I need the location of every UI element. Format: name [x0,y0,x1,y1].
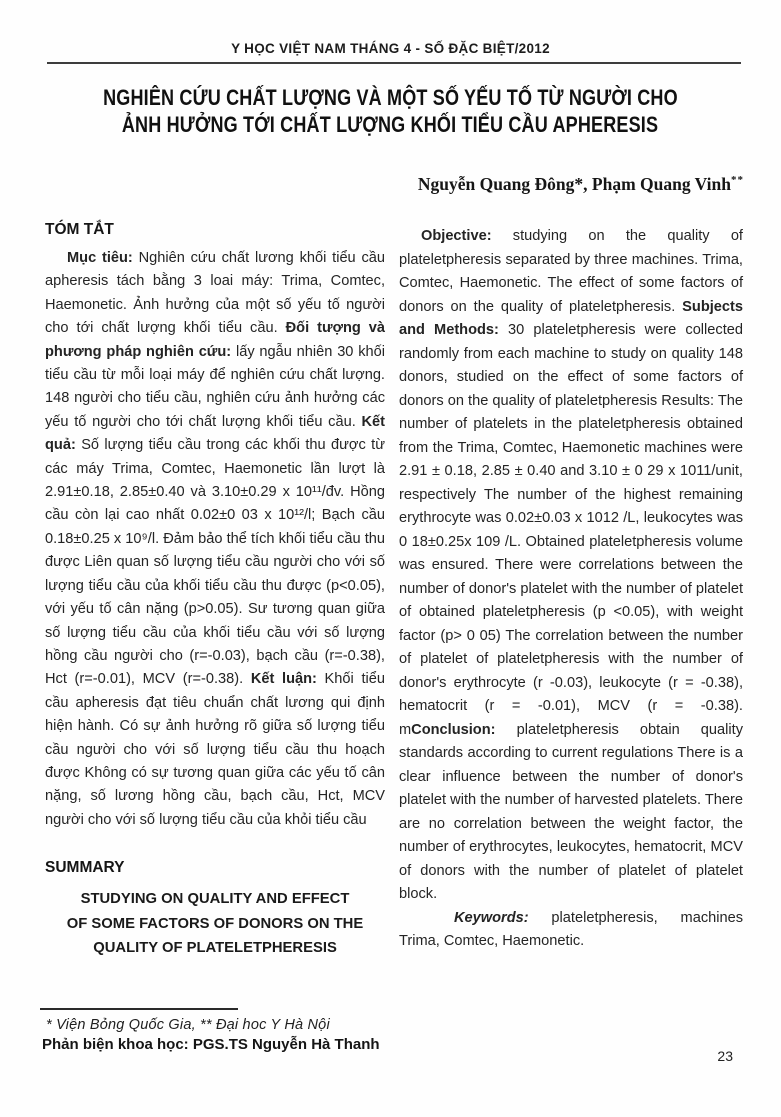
two-column-body [45,219,743,961]
authors-names: Nguyễn Quang Đông*, Phạm Quang Vinh [417,174,731,194]
summary-title-line-1: STUDYING ON QUALITY AND EFFECT [80,891,350,908]
footnote-affiliations: * Viện Bỏng Quốc Gia, ** Đại hoc Y Hà Nội [46,1017,330,1033]
journal-header: Y HỌC VIỆT NAM THÁNG 4 - SỐ ĐẶC BIỆT/2012 [231,41,550,56]
summary-title-line-2: OF SOME FACTORS OF DONORS ON THE [66,915,364,932]
footnote-reviewer: Phản biện khoa học: PGS.TS Nguyễn Hà Thanh [42,1036,380,1053]
summary-block [45,859,385,961]
abstract-vi-heading: TÓM TẮT [45,221,114,238]
page-number: 23 [717,1048,733,1064]
right-column [399,219,743,961]
abstract-en-paragraph: Objective: studying on the quality of plateletpheresis separated by three machines. Trima, Comtec, Haemonetic. The effect of some factors of donors on the quality of plateletpheresis. Subjects and Methods: 30 plateletpheresis were collected randomly from each machine to study on quality 148 donors, studied on the effect of some factors of donors on the quality of plateletpheresis Results: The number of platelets in the plateletpheresis obtained from the Trima, Comtec, Haemonetic machines were 2.91 ± 0.18, 2.85 ± 0.40 and 3.10 ± 0 29 x 1011/unit, respectively The number of the highest remaining erythrocyte was 0.02±0.03 x 1012 /L, leukocytes was 0 18±0.25x 109 /L. Obtained plateletpheresis volume was ensured. There were correlations between the number of donor's platelet with the number of platelet of obtained plateletpheresis (p <0.05), with weight factor (p> 0 05) The correlation between the number of platelet of plateletpheresis with the number of donor's erythrocyte (r -0.03), leukocyte (r = -0.38), hematocrit (r = -0.01), MCV (r = -0.38). mConclusion: plateletpheresis obtain quality standards according to current regulations There is a clear influence between the number of donor's platelet with the number of harvested platelets. There are no correlation between the weight factor, the number of erythrocytes, leukocytes, hematocrit, MCV of donors with the number of platelet of platelet block. [399,228,743,902]
summary-heading: SUMMARY [45,859,125,877]
summary-title-line-3: QUALITY OF PLATELETPHERESIS [93,940,337,957]
summary-title [45,887,385,961]
abstract-vi-paragraph: Mục tiêu: Nghiên cứu chất lương khối tiểu cầu apheresis tách bằng 3 loai máy: Trima, Comtec, Haemonetic. Ảnh hưởng của một số yếu tố người cho tới chất lượng khối tiểu cầu. Đối tượng và phương pháp nghiên cứu: lấy ngẫu nhiên 30 khối tiểu cầu từ mỗi loại máy để nghiên cứu chất lượng. 148 người cho tiểu cầu, nghiên cứu ảnh hưởng các yếu tố người cho tới chất lượng khối tiểu cầu. Kết quả: Số lượng tiểu cầu trong các khối thu được từ các máy Trima, Comtec, Haemonetic lần lượt là 2.91±0.18, 2.85±0.40 và 3.10±0.29 x 10¹¹/đv. Hồng cầu còn lại cao nhất 0.02±0 03 x 10¹²/l; Bạch cầu 0.18±0.25 x 10⁹/l. Đảm bảo thể tích khối tiểu cầu thu được Liên quan số lượng tiểu cầu người cho với số lượng tiểu cầu của khối tiểu cầu thu được (p<0.05), với yếu tố cân nặng (p>0.05). Sư tương quan giữa số lượng tiểu cầu của khối tiểu cầu với số lượng hồng cầu người cho (r=-0.03), bạch cầu (r=-0.38), Hct (r=-0.01), MCV (r=-0.38). Kết luận: Khối tiểu cầu apheresis đạt tiêu chuẩn chất lương qui định hiện hành. Có sự ảnh hưởng rõ giữa số lượng tiểu cầu người cho với số lượng tiểu cầu thu hoạch được Không có sự tương quan giữa các yếu tố cân nặng, số lương hồng cầu, bạch cầu, Hct, MCV người cho với số lượng tiểu cầu của khỏi tiểu cầu [45,250,385,828]
keywords-paragraph: Keywords: plateletpheresis, machines Trima, Comtec, Haemonetic. [399,909,743,949]
footnote-rule [40,1008,238,1010]
authors [418,174,744,195]
left-column [45,219,385,961]
article-title [0,84,781,138]
article-title-line-1: NGHIÊN CỨU CHẤT LƯỢNG VÀ MỘT SỐ YẾU TỐ TỪ NGƯỜI CHO [103,85,678,110]
header-rule [47,62,741,64]
authors-superscript: ** [731,174,744,186]
footnote [40,1008,460,1053]
article-title-line-2: ẢNH HƯỞNG TỚI CHẤT LƯỢNG KHỐI TIỂU CẦU APHERESIS [122,112,659,137]
